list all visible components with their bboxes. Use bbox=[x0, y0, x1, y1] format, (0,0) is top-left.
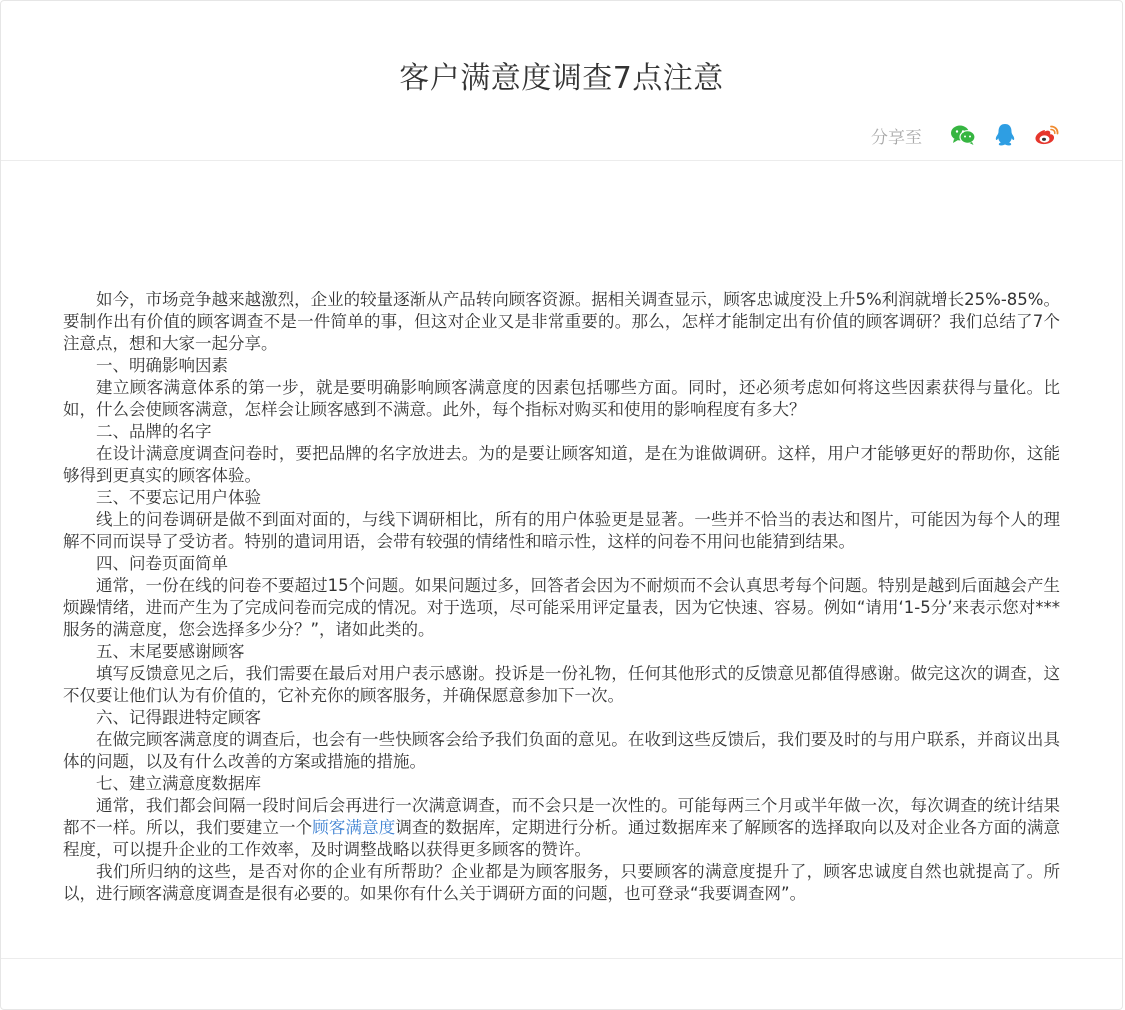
section-paragraph-6: 在做完顾客满意度的调查后，也会有一些快顾客会给予我们负面的意见。在收到这些反馈后，我们要及时的与用户联系，并商议出具体的问题，以及有什么改善的方案或措施的措施。 bbox=[63, 730, 1060, 771]
section-heading-1: 一、明确影响因素 bbox=[96, 356, 228, 375]
section-paragraph-3: 线上的问卷调研是做不到面对面的，与线下调研相比，所有的用户体验更是显著。一些并不恰当的表达和图片，可能因为每个人的理解不同而误导了受访者。特别的遣词用语，会带有较强的情绪性和暗示性，这样的问卷不用问也能猜到结果。 bbox=[63, 510, 1060, 551]
share-bar bbox=[871, 121, 1060, 149]
section-paragraph-2: 在设计满意度调查问卷时，要把品牌的名字放进去。为的是要让顾客知道，是在为谁做调研。这样，用户才能够更好的帮助你，这能够得到更真实的顾客体验。 bbox=[63, 444, 1060, 485]
share-qq-button[interactable] bbox=[992, 122, 1018, 148]
section-heading-7: 七、建立满意度数据库 bbox=[96, 774, 261, 793]
section-paragraph-7 bbox=[63, 795, 1060, 861]
section-heading-2: 二、品牌的名字 bbox=[96, 422, 212, 441]
article-body bbox=[63, 289, 1060, 905]
wechat-icon bbox=[950, 124, 976, 146]
section-paragraph-4: 通常，一份在线的问卷不要超过15个问题。如果问题过多，回答者会因为不耐烦而不会认真思考每个问题。特别是越到后面越会产生烦躁情绪，进而产生为了完成问卷而完成的情况。对于选项，尽可能采用评定量表，因为它快速、容易。例如“请用‘1-5分’来表示您对***服务的满意度，您会选择多少分？”，诸如此类的。 bbox=[63, 576, 1060, 639]
footer-divider bbox=[1, 958, 1122, 959]
customer-satisfaction-link[interactable]: 顾客满意度 bbox=[312, 818, 396, 837]
section-paragraph-1: 建立顾客满意体系的第一步，就是要明确影响顾客满意度的因素包括哪些方面。同时，还必须考虑如何将这些因素获得与量化。比如，什么会使顾客满意，怎样会让顾客感到不满意。此外，每个指标对购买和使用的影响程度有多大？ bbox=[63, 378, 1060, 419]
qq-icon bbox=[994, 123, 1016, 147]
closing-paragraph: 我们所归纳的这些，是否对你的企业有所帮助？企业都是为顾客服务，只要顾客的满意度提升了，顾客忠诚度自然也就提高了。所以，进行顾客满意度调查是很有必要的。如果你有什么关于调研方面的问题，也可登录“我要调查网”。 bbox=[63, 862, 1060, 903]
share-weibo-button[interactable] bbox=[1034, 122, 1060, 148]
section-heading-4: 四、问卷页面简单 bbox=[96, 554, 228, 573]
section-paragraph-5: 填写反馈意见之后，我们需要在最后对用户表示感谢。投诉是一份礼物，任何其他形式的反馈意见都值得感谢。做完这次的调查，这不仅要让他们认为有价值的，它补充你的顾客服务，并确保愿意参加下一次。 bbox=[63, 664, 1060, 705]
share-label: 分享至 bbox=[871, 127, 922, 148]
paragraph-7-text-start: 通常，我们都会间隔一段时间后会再进行一次满意调查，而不会只是一次性的。可能每两三个月或半年做一次，每次调查的统计结果都不一样。所以，我们要建立一个 bbox=[63, 796, 1060, 837]
section-heading-3: 三、不要忘记用户体验 bbox=[96, 488, 261, 507]
paragraph-7-text-end: 调查的数据库，定期进行分析。通过数据库来了解顾客的选择取向以及对企业各方面的满意程度，可以提升企业的工作效率，及时调整战略以获得更多顾客的赞许。 bbox=[63, 818, 1061, 859]
article-header bbox=[1, 1, 1122, 161]
weibo-icon bbox=[1034, 124, 1060, 146]
intro-paragraph: 如今，市场竞争越来越激烈，企业的较量逐渐从产品转向顾客资源。据相关调查显示，顾客忠诚度没上升5%利润就增长25%-85%。要制作出有价值的顾客调查不是一件简单的事，但这对企业又是非常重要的。那么，怎样才能制定出有价值的顾客调研？我们总结了7个注意点，想和大家一起分享。 bbox=[63, 290, 1060, 353]
section-heading-6: 六、记得跟进特定顾客 bbox=[96, 708, 261, 727]
page-title: 客户满意度调查7点注意 bbox=[399, 61, 724, 96]
share-wechat-button[interactable] bbox=[950, 122, 976, 148]
section-heading-5: 五、末尾要感谢顾客 bbox=[96, 642, 245, 661]
